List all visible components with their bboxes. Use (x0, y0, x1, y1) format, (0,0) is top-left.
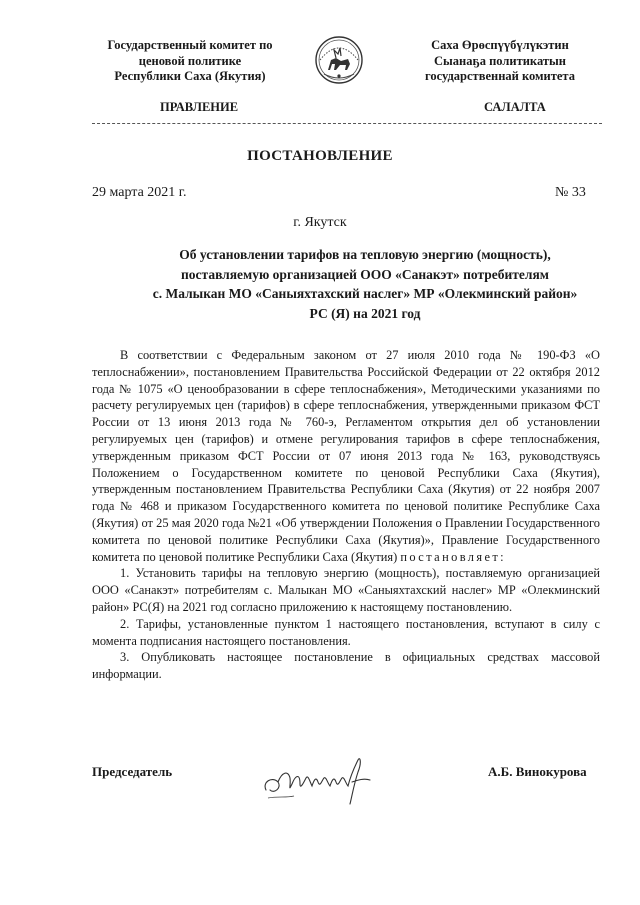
decree-word: постановляет: (400, 549, 507, 564)
preamble-paragraph (92, 347, 600, 565)
issuer-name-yakut (400, 38, 600, 85)
document-subject (130, 245, 600, 323)
decree-item: 2. Тарифы, установленные пунктом 1 настоящего постановления, вступают в силу с момента подписания настоящего постановления. (92, 616, 600, 648)
subject-line: с. Малыкан МО «Саныяхтахский наслег» МР «Олекминский район» (152, 286, 578, 301)
document-date: 29 марта 2021 г. (92, 185, 187, 200)
document-city: г. Якутск (293, 215, 347, 230)
issuer-line: Саха Өрөспүүбүлүкэтин (431, 38, 569, 52)
issuer-line: Государственный комитет по (107, 38, 273, 52)
decree-item: 3. Опубликовать настоящее постановление в официальных средствах массовой информации. (92, 650, 600, 682)
document-body (92, 347, 600, 683)
issuer-line: государственнай комитета (425, 69, 575, 83)
document-number: № 33 (555, 185, 586, 200)
issuer-line: Сыанаҕа политикатын (434, 53, 566, 68)
issuer-line: Республики Саха (Якутия) (114, 69, 266, 83)
signer-name: А.Б. Винокурова (488, 764, 587, 779)
handwritten-signature (258, 752, 388, 808)
preamble-text: В соответствии с Федеральным законом от 27 июля 2010 года № 190-ФЗ «О теплоснабжении», постановлением Правительства Российской Федерации от 22 октября 2012 года № 1075 «О ценообразовании в сфере теплоснабжения», Методическими указаниями по расчету регулируемых цен (тарифов) в сфере теплоснабжения, утвержденными приказом ФСТ России от 13 июня 2013 года № 760-э, Регламентом открытия дел об установлении регулируемых цен (тарифов) и отмене регулирования тарифов в сфере теплоснабжения, утвержденным приказом ФСТ России от 07 июня 2013 года № 163, руководствуясь Положением о Государственном комитете по ценовой Республики Саха (Якутия), утвержденным постановлением Правительства Республики Саха (Якутия) от 22 ноября 2007 года № 468 и приказом Государственного комитета по ценовой политике Республике Саха (Якутия) от 25 мая 2020 года №21 «Об утверждении Положения о Правлении Государственного комитета по ценовой политике Республики Саха (Якутия)», Правление Государственного комитета по ценовой политике Республики Саха (Якутия) (92, 348, 600, 564)
issuer-name-russian (70, 38, 310, 85)
board-label-russian: ПРАВЛЕНИЕ (160, 100, 239, 114)
document-title: ПОСТАНОВЛЕНИЕ (247, 148, 393, 164)
subject-line: Об установлении тарифов на тепловую энергию (мощность), (179, 247, 551, 262)
subject-line: поставляемую организацией ООО «Санакэт» потребителям (181, 266, 549, 282)
coat-of-arms-icon (314, 34, 364, 86)
header-divider (92, 123, 602, 124)
signer-position: Председатель (92, 764, 173, 779)
issuer-line: ценовой политике (138, 53, 242, 68)
board-label-yakut: САЛАЛТА (484, 100, 546, 114)
subject-line: РС (Я) на 2021 год (309, 305, 421, 321)
decree-item: 1. Установить тарифы на тепловую энергию (мощность), поставляемую организацией ООО «Санакэт» потребителям с. Малыкан МО «Саныяхтахский наслег» МР «Олекминский район» РС(Я) на 2021 год согласно приложению к настоящему постановлению. (92, 566, 600, 614)
